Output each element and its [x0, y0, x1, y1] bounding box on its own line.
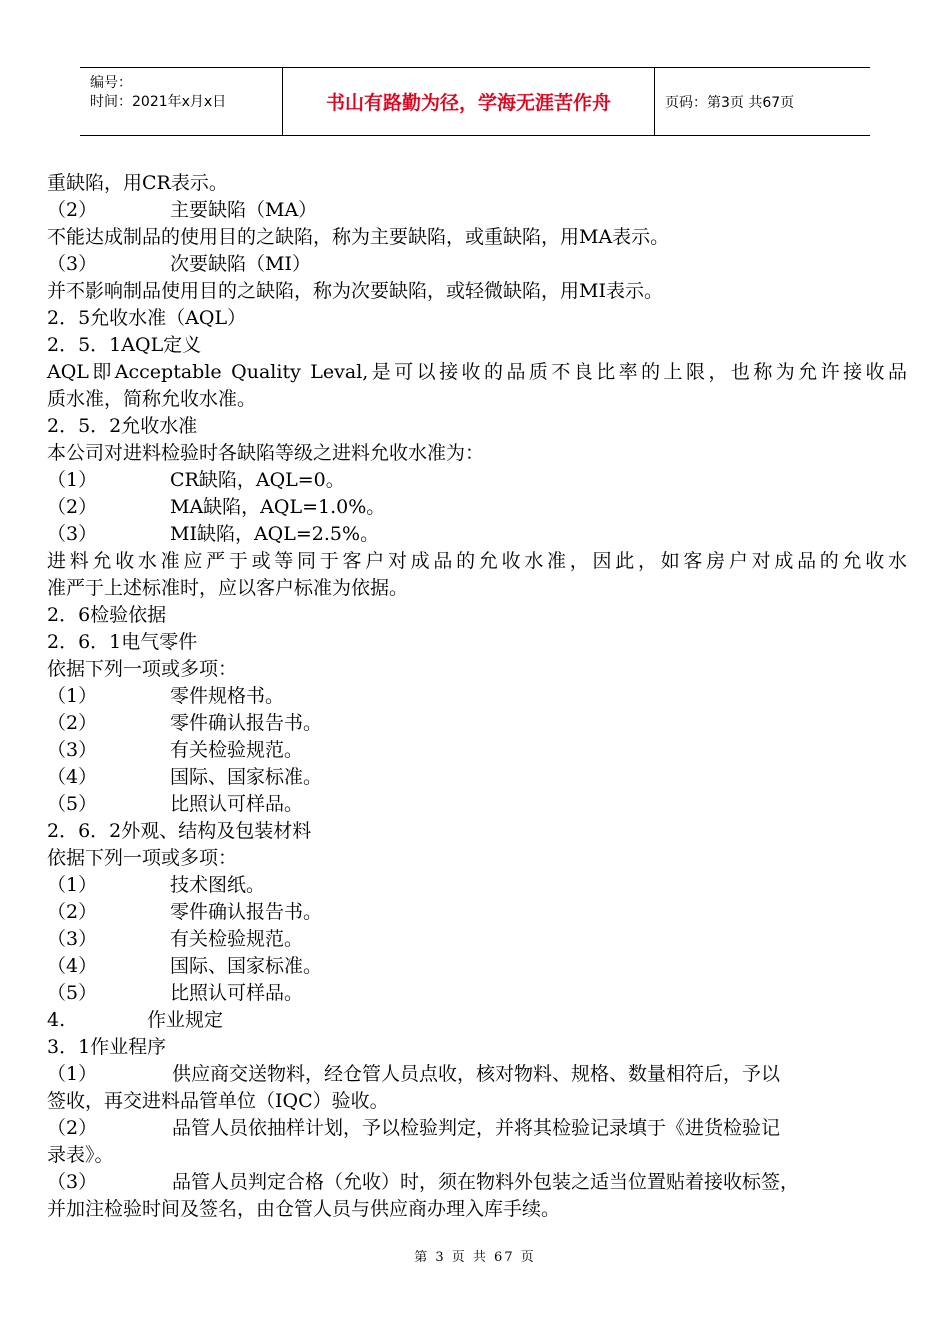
paragraph-line: AQL即Acceptable Quality Leval,是可以接收的品质不良比率的上限，也称为允许接收品: [47, 361, 907, 383]
section-title: 作业规定: [147, 1009, 224, 1031]
header-motto: 书山有路勤为径，学海无涯苦作舟: [325, 92, 611, 114]
list-item: [47, 1115, 907, 1142]
list-text: 品管人员依抽样计划，予以检验判定，并将其检验记录填于《进货检验记: [172, 1117, 781, 1139]
list-number: （3）: [47, 253, 98, 275]
paragraph-line: 依据下列一项或多项：: [47, 847, 238, 869]
section-heading: 2．5．2允收水准: [47, 415, 198, 437]
list-item: [47, 764, 907, 791]
list-number: （2）: [47, 1117, 98, 1139]
list-text: 比照认可样品。: [170, 793, 304, 815]
list-text: 次要缺陷（MI）: [170, 253, 311, 275]
list-text: 品管人员判定合格（允收）时，须在物料外包装之适当位置贴着接收标签，: [172, 1171, 800, 1193]
list-number: （4）: [47, 766, 98, 788]
document-body: [47, 170, 907, 1223]
paragraph-line: 签收，再交进料品管单位（IQC）验收。: [47, 1090, 389, 1112]
list-number: （1）: [47, 469, 98, 491]
list-item: [47, 737, 907, 764]
list-item: [47, 980, 907, 1007]
section-heading: 2．5允收水准（AQL）: [47, 307, 247, 329]
paragraph-line: 本公司对进料检验时各缺陷等级之进料允收水准为：: [47, 442, 485, 464]
list-text: 国际、国家标准。: [170, 955, 323, 977]
list-text: 供应商交送物料，经仓管人员点收，核对物料、规格、数量相符后，予以: [172, 1063, 781, 1085]
list-text: 比照认可样品。: [170, 982, 304, 1004]
paragraph-line: 进料允收水准应严于或等同于客户对成品的允收水准，因此，如客房户对成品的允收水: [47, 550, 907, 572]
list-number: （3）: [47, 1171, 98, 1193]
header-meta-cell: [80, 68, 282, 135]
header-table: [80, 67, 870, 136]
paragraph-line: 并加注检验时间及签名，由仓管人员与供应商办理入库手续。: [47, 1198, 561, 1220]
list-item: [47, 494, 907, 521]
list-item: [47, 197, 907, 224]
list-item: [47, 1061, 907, 1088]
section-heading: 2．6．2外观、结构及包装材料: [47, 820, 312, 842]
list-item: [47, 251, 907, 278]
paragraph-line: 质水准，简称允收水准。: [47, 388, 257, 410]
list-text: 主要缺陷（MA）: [170, 199, 318, 221]
list-number: （3）: [47, 523, 98, 545]
list-item: [47, 791, 907, 818]
paragraph-line: 重缺陷，用CR表示。: [47, 172, 228, 194]
list-number: （3）: [47, 739, 98, 761]
list-number: （2）: [47, 712, 98, 734]
list-text: 零件确认报告书。: [170, 712, 323, 734]
list-text: MA缺陷，AQL=1.0%。: [170, 496, 386, 518]
list-text: CR缺陷，AQL=0。: [170, 469, 345, 491]
list-text: 国际、国家标准。: [170, 766, 323, 788]
list-text: 有关检验规范。: [170, 928, 304, 950]
list-item: [47, 953, 907, 980]
header-divider: [654, 68, 655, 135]
paragraph-line: 准严于上述标准时，应以客户标准为依据。: [47, 577, 409, 599]
list-number: （1）: [47, 685, 98, 707]
list-text: 技术图纸。: [170, 874, 266, 896]
header-page-info: 页码：第3页 共67页: [665, 94, 795, 111]
section-heading: 2．6检验依据: [47, 604, 167, 626]
list-number: （2）: [47, 901, 98, 923]
list-number: （4）: [47, 955, 98, 977]
paragraph-line: 依据下列一项或多项：: [47, 658, 238, 680]
page-footer: 第 3 页 共 67 页: [414, 1250, 536, 1265]
list-item: [47, 899, 907, 926]
list-item: [47, 1169, 907, 1196]
paragraph-line: 并不影响制品使用目的之缺陷，称为次要缺陷，或轻微缺陷，用MI表示。: [47, 280, 663, 302]
section-number: 4.: [47, 1009, 66, 1031]
doc-date-label: 时间：2021年x月x日: [90, 94, 227, 110]
list-number: （5）: [47, 982, 98, 1004]
section-heading: 2．5．1AQL定义: [47, 334, 202, 356]
list-text: 零件确认报告书。: [170, 901, 323, 923]
list-text: 零件规格书。: [170, 685, 285, 707]
list-item: [47, 467, 907, 494]
paragraph-line: 录表》。: [47, 1144, 114, 1166]
list-number: （2）: [47, 199, 98, 221]
list-item: [47, 710, 907, 737]
section-heading: [47, 1007, 907, 1034]
list-item: [47, 872, 907, 899]
list-number: （5）: [47, 793, 98, 815]
list-text: 有关检验规范。: [170, 739, 304, 761]
section-heading: 3．1作业程序: [47, 1036, 167, 1058]
list-text: MI缺陷，AQL=2.5%。: [170, 523, 380, 545]
list-item: [47, 521, 907, 548]
list-number: （1）: [47, 1063, 98, 1085]
list-item: [47, 926, 907, 953]
doc-number-label: 编号：: [90, 75, 132, 91]
list-number: （1）: [47, 874, 98, 896]
list-item: [47, 683, 907, 710]
section-heading: 2．6．1电气零件: [47, 631, 198, 653]
list-number: （3）: [47, 928, 98, 950]
paragraph-line: 不能达成制品的使用目的之缺陷，称为主要缺陷，或重缺陷，用MA表示。: [47, 226, 670, 248]
list-number: （2）: [47, 496, 98, 518]
